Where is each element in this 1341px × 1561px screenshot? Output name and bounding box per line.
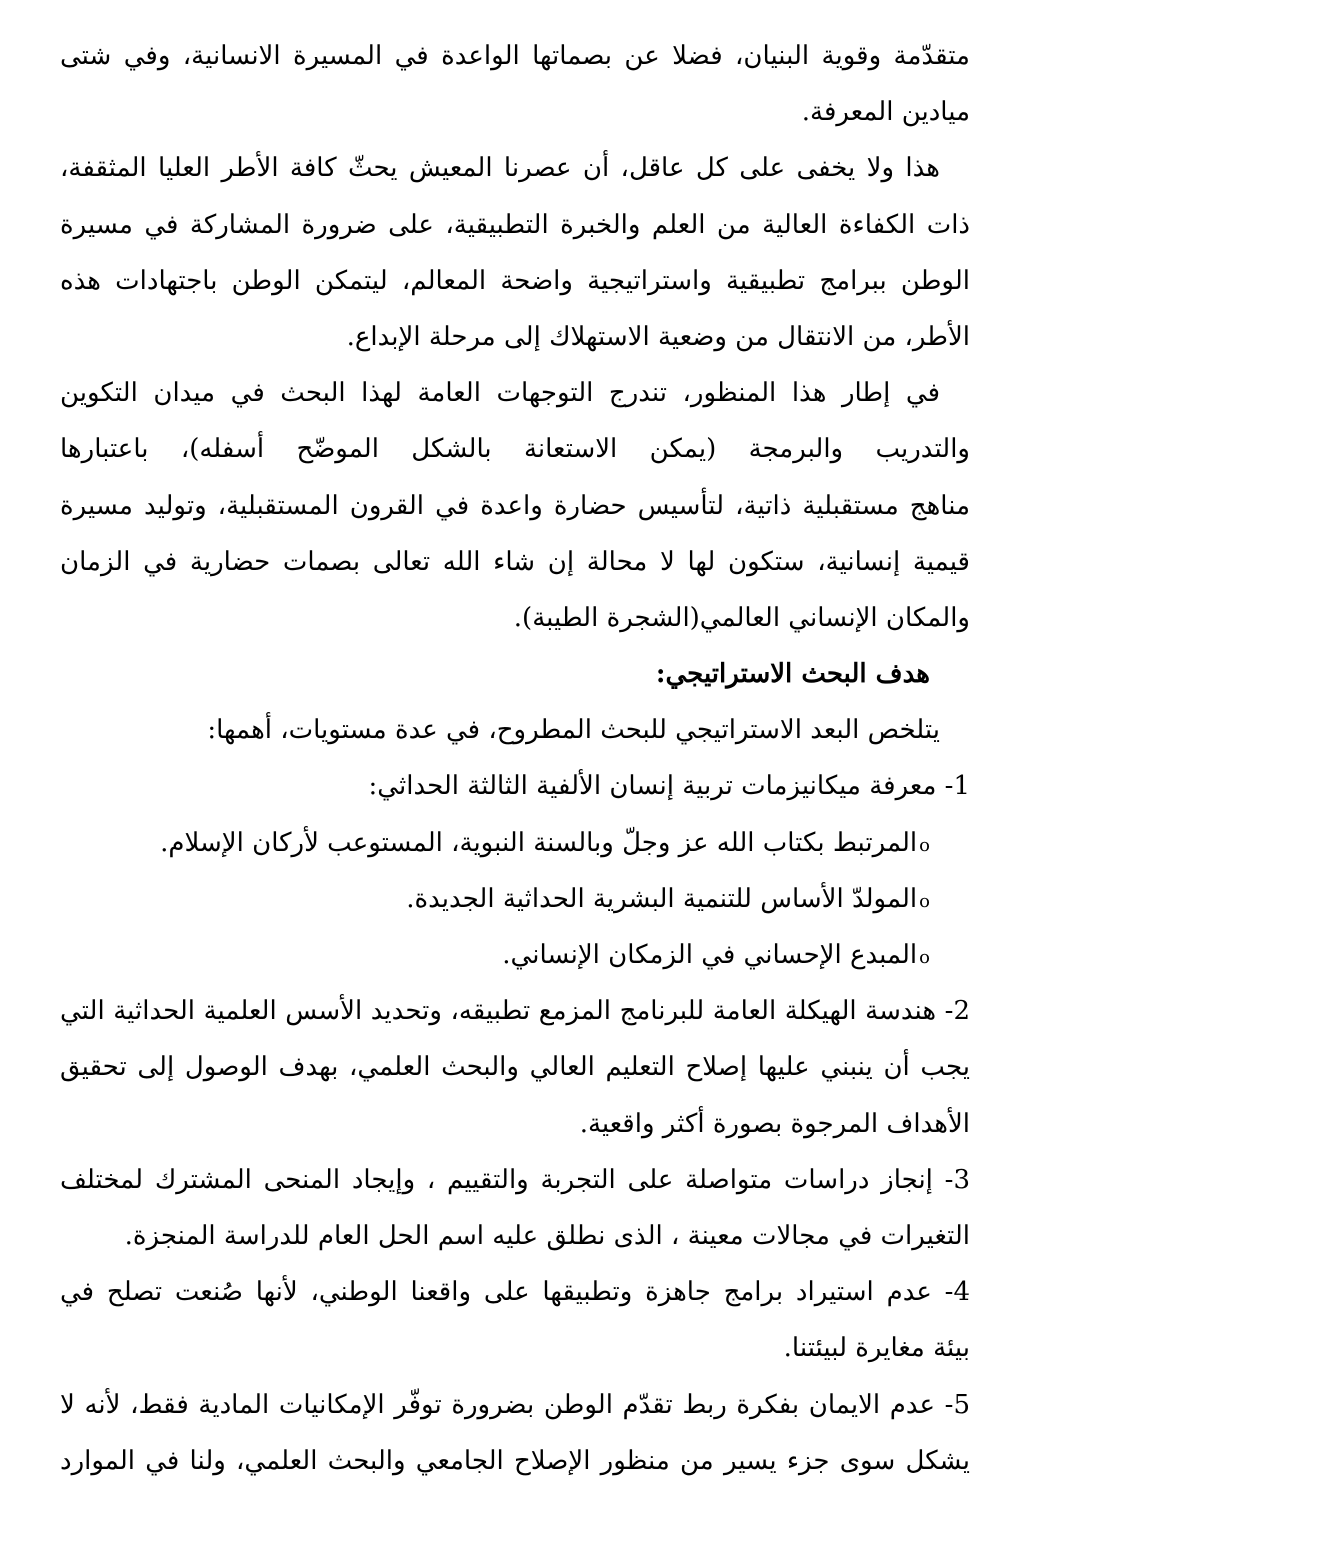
text-line: يجب أن ينبني عليها إصلاح التعليم العالي والبحث العلمي، بهدف الوصول إلى تحقيق (60, 1052, 970, 1083)
bullet-icon: o (919, 947, 930, 968)
list-item: 5- عدم الايمان بفكرة ربط تقدّم الوطن بضرورة توفّر الإمكانيات المادية فقط، لأنه لا (60, 1389, 970, 1420)
text-line: ذات الكفاءة العالية من العلم والخبرة التطبيقية، على ضرورة المشاركة في مسيرة (60, 209, 970, 240)
text-line: التغيرات في مجالات معينة ، الذى نطلق عليه اسم الحل العام للدراسة المنجزة. (124, 1220, 970, 1251)
bullet-icon: o (919, 890, 930, 912)
bullet-text: المبدع الإحساني في الزمكان الإنساني. (502, 940, 918, 970)
text-line: والتدريب والبرمجة (يمكن الاستعانة بالشكل الموضّح أسفله)، باعتبارها (60, 434, 970, 465)
text-line: الأطر، من الانتقال من وضعية الاستهلاك إلى مرحلة الإبداع. (346, 321, 970, 352)
bullet-item (60, 815, 970, 871)
bullet-text: المرتبط بكتاب الله عز وجلّ وبالسنة النبوية، المستوعب لأركان الإسلام. (160, 827, 918, 858)
text-line: يتلخص البعد الاستراتيجي للبحث المطروح، في عدة مستويات، أهمها: (207, 715, 940, 746)
text-line: الوطن ببرامج تطبيقية واستراتيجية واضحة المعالم، ليتمكن الوطن باجتهادات هذه (60, 265, 970, 296)
document-page (60, 28, 970, 1489)
text-line: في إطار هذا المنظور، تندرج التوجهات العامة لهذا البحث في ميدان التكوين (60, 378, 940, 409)
text-line: بيئة مغايرة لبيئتنا. (783, 1333, 970, 1364)
text-line: مناهج مستقبلية ذاتية، لتأسيس حضارة واعدة في القرون المستقبلية، وتوليد مسيرة (60, 490, 970, 521)
bullet-icon: o (919, 834, 930, 856)
section-heading: هدف البحث الاستراتيجي: (655, 659, 930, 690)
bullet-text: المولدّ الأساس للتنمية البشرية الحداثية الجديدة. (406, 883, 918, 914)
list-item: 3- إنجاز دراسات متواصلة على التجربة والتقييم ، وإيجاد المنحى المشترك لمختلف (60, 1164, 970, 1195)
text-line: والمكان الإنساني العالمي(الشجرة الطيبة). (513, 602, 970, 633)
list-item: 1- معرفة ميكانيزمات تربية إنسان الألفية الثالثة الحداثي: (368, 771, 970, 802)
bullet-item (60, 871, 970, 927)
text-line: متقدّمة وقوية البنيان، فضلا عن بصماتها الواعدة في المسيرة الانسانية، وفي شتى (60, 41, 970, 71)
text-line: يشكل سوى جزء يسير من منظور الإصلاح الجامعي والبحث العلمي، ولنا في الموارد (60, 1445, 970, 1476)
text-line: هذا ولا يخفى على كل عاقل، أن عصرنا المعيش يحثّ كافة الأطر العليا المثقفة، (60, 153, 940, 184)
list-item: 4- عدم استيراد برامج جاهزة وتطبيقها على واقعنا الوطني، لأنها صُنعت تصلح في (60, 1277, 970, 1308)
list-item: 2- هندسة الهيكلة العامة للبرنامج المزمع تطبيقه، وتحديد الأسس العلمية الحداثية التي (60, 996, 970, 1027)
bullet-item (60, 927, 970, 983)
text-line: قيمية إنسانية، ستكون لها لا محالة إن شاء الله تعالى بصمات حضارية في الزمان (60, 546, 970, 577)
text-line: الأهداف المرجوة بصورة أكثر واقعية. (579, 1108, 970, 1139)
text-line: ميادين المعرفة. (801, 97, 970, 128)
